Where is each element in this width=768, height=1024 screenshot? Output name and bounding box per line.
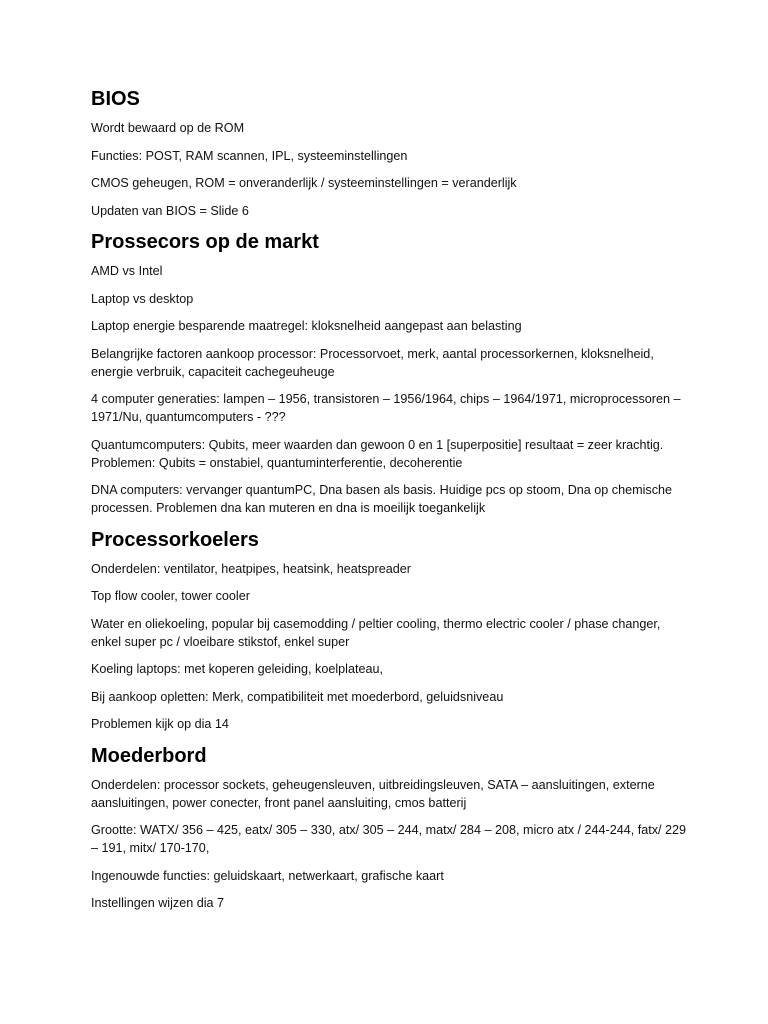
paragraph: Laptop vs desktop [91,291,194,306]
paragraph: DNA computers: vervanger quantumPC, Dna basen als basis. Huidige pcs op stoom, Dna op chemische processen. Problemen dna kan muteren en dna is moeilijk toegankelijk [91,483,673,515]
section-heading: BIOS [91,88,140,110]
section-heading: Moederbord [91,744,207,767]
paragraph: Functies: POST, RAM scannen, IPL, systeeminstellingen [91,148,408,163]
paragraph: Onderdelen: processor sockets, geheugensleuven, uitbreidingsleuven, SATA – aansluitingen, externe aansluitingen, power conecter, front panel aansluiting, cmos batterij [91,777,655,810]
section-processors-market [91,229,691,517]
paragraph: Grootte: WATX/ 356 – 425, eatx/ 305 – 330, atx/ 305 – 244, matx/ 284 – 208, micro atx / 244-244, fatx/ 229 – 191, mitx/ 170-170, [91,823,687,855]
section-heading: Prossecors op de markt [91,231,319,253]
paragraph: AMD vs Intel [91,264,163,278]
paragraph: Onderdelen: ventilator, heatpipes, heatsink, heatspreader [91,561,411,576]
paragraph: CMOS geheugen, ROM = onveranderlijk / systeeminstellingen = veranderlijk [91,176,517,190]
paragraph: Belangrijke factoren aankoop processor: Processorvoet, merk, aantal processorkernen, kloksnelheid, energie verbruik, capaciteit cachegeuheuge [91,346,654,379]
paragraph: Problemen kijk op dia 14 [91,717,229,731]
paragraph: Top flow cooler, tower cooler [91,589,250,603]
paragraph: Ingenouwde functies: geluidskaart, netwerkaart, grafische kaart [91,868,444,883]
document-page [91,86,691,922]
paragraph: Updaten van BIOS = Slide 6 [91,203,249,218]
paragraph: Instellingen wijzen dia 7 [91,896,225,910]
section-motherboard [91,743,691,913]
section-heading: Processorkoelers [91,528,259,551]
paragraph: Water en oliekoeling, popular bij casemodding / peltier cooling, thermo electric cooler / phase changer, enkel super pc / vloeibare stikstof, enkel super [91,616,661,649]
paragraph: 4 computer generaties: lampen – 1956, transistoren – 1956/1964, chips – 1964/1971, microprocessoren – 1971/Nu, quantumcomputers - ??? [91,392,681,424]
section-bios [91,86,691,220]
paragraph: Bij aankoop opletten: Merk, compatibiliteit met moederbord, geluidsniveau [91,689,504,704]
section-processor-coolers [91,527,691,734]
paragraph: Koeling laptops: met koperen geleiding, koelplateau, [91,662,383,676]
paragraph: Laptop energie besparende maatregel: kloksnelheid aangepast aan belasting [91,319,522,333]
paragraph: Quantumcomputers: Qubits, meer waarden dan gewoon 0 en 1 [superpositie] resultaat = zeer krachtig. Problemen: Qubits = onstabiel, quantuminterferentie, decoherentie [91,437,664,470]
paragraph: Wordt bewaard op de ROM [91,121,245,135]
